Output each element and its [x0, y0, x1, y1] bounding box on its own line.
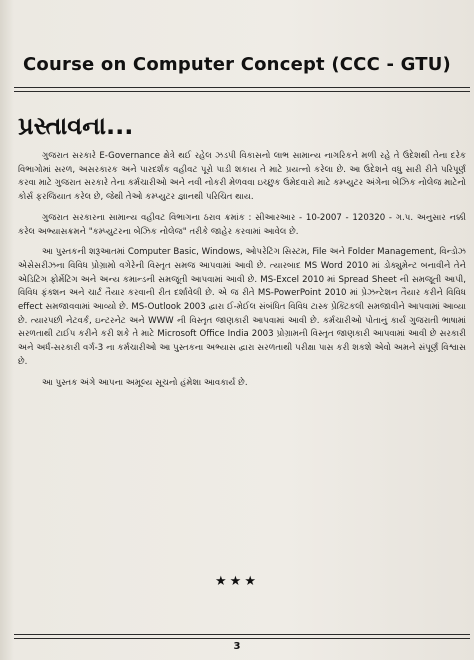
page-number: 3 — [233, 641, 241, 652]
running-header-title: Course on Computer Concept (CCC - GTU) — [23, 54, 451, 75]
paragraph: ગુજરાત સરકારે E-Governance ક્ષેત્રે થઈ રહેલ ઝડપી વિકાસનો લાભ સામાન્ય નાગરિકને મળી રહે તે ઉદેશથી તેના દરેક વિભાગોમાં સરળ, અસરકારક અને પારદર્શક વહીવટ પૂરો પાડી શકાય તે માટે પ્રયત્નો કરેલા છે. આ ઉદેશને વધુ સારી રીતે પરિપૂર્ણ કરવા માટે ગુજરાત સરકારે તેના કર્મચારીઓ અને નવી નોકરી મેળવવા ઇચ્છુક ઉમેદવારો માટે કમ્પ્યુટર અંગેના બેઝિક નોલેજ માટેનો કોર્સ ફરજિયાત કરેલ છે, જેથી તેઓ કમ્પ્યુટર જ્ઞાનથી પરિચિત થાય. — [18, 151, 466, 203]
footer-rule — [14, 634, 470, 635]
paragraph: આ પુસ્તકની શરૂઆતમાં Computer Basic, Windows, ઓપરેટિંગ સિસ્ટમ, File અને Folder Management, વિન્ડોઝ એસેસરીઝના વિવિધ પ્રોગ્રામો વગેરેની વિસ્તૃત સમજ આપવામાં આવી છે. ત્યારબાદ MS Word 2010 માં ડોક્યુમેન્ટ બનાવીને તેને એડિટિંગ ફોર્મેટિંગ અને અન્ય કમાન્ડની સમજૂતી આપવામાં આવી છે. MS-Excel 2010 માં Spread Sheet ની સમજૂતી આપી, વિવિધ ફંક્શન અને ચાર્ટ તૈયાર કરવાની રીત દર્શાવેલી છે. એ જ રીતે MS-PowerPoint 2010 માં પ્રેઝન્ટેશન તૈયાર કરીને વિવિધ effect સમજાવવામાં આવ્યો છે. MS-Outlook 2003 દ્વારા ઈ-મેઈલ સંબંધિત વિવિધ ટાસ્ક પ્રેક્ટિકલી સમજાવીને આપવામાં આવ્યા છે. ત્યારપછી નેટવર્ક, ઇન્ટરનેટ અને WWW ની વિસ્તૃત જાણકારી આપવામાં આવી છે. કર્મચારીઓ પોતાનું કાર્ય ગુજરાતી ભાષામાં સરળતાથી ટાઈપ કરીને કરી શકે તે માટે Microsoft Office India 2003 પ્રોગ્રામની વિસ્તૃત જાણકારી આપવામાં આવી છે સરકારી અને અર્ધ-સરકારી વર્ગ-3 ના કર્મચારીઓ આ પુસ્તકના અભ્યાસ દ્વારા સરળતાથી પરીક્ષા પાસ કરી શકશે એવો અમને સંપૂર્ણ વિશ્વાસ છે. — [18, 247, 466, 367]
body-text — [18, 150, 466, 397]
header-rule-thin — [14, 91, 470, 92]
paragraph: ગુજરાત સરકારના સામાન્ય વહીવટ વિભાગના ઠરાવ ક્રમાંક : સીઆરઆર - 10-2007 - 120320 - ગ.પ. અનુસાર નક્કી કરેલ અભ્યાસક્રમને "કમ્પ્યુટરના બેઝિક નોલેજ" તરીકે જાહેર કરવામાં આવેલ છે. — [18, 212, 466, 237]
footer-rule-thin — [14, 638, 470, 639]
paragraph: આ પુસ્તક અંગે આપના અમૂલ્ય સૂચનો હંમેશા આવકાર્ય છે. — [42, 377, 248, 388]
star-ornament: ★★★ — [215, 574, 259, 589]
section-heading: પ્રસ્તાવના... — [18, 112, 134, 140]
header-rule — [14, 87, 470, 88]
